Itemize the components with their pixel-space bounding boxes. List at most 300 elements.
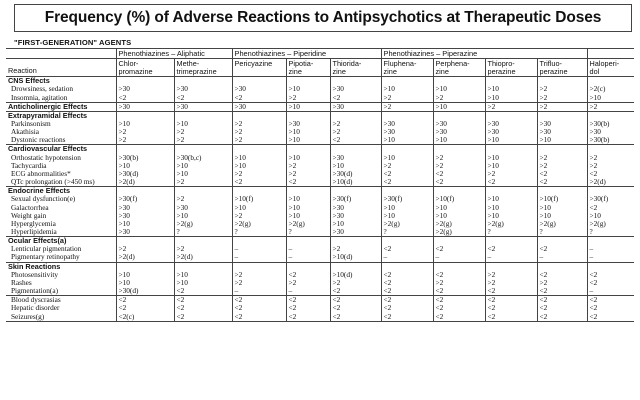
value-cell — [330, 262, 381, 296]
frequency-value: >2 — [539, 84, 548, 94]
frequency-value: >2 — [539, 277, 548, 287]
frequency-value: >30(f) — [383, 194, 403, 204]
column-header-line: zine — [288, 67, 302, 77]
frequency-value: <2 — [288, 311, 297, 321]
frequency-value: >2 — [383, 160, 392, 170]
value-cell — [286, 262, 330, 296]
frequency-value: >30 — [288, 118, 300, 128]
frequency-value: >30 — [332, 102, 344, 111]
frequency-value: <2 — [234, 295, 243, 305]
frequency-value: <2 — [539, 295, 548, 305]
frequency-value: <2 — [435, 295, 444, 305]
column-header-drug — [116, 59, 174, 77]
value-cell — [433, 262, 485, 296]
frequency-value: >2 — [234, 127, 243, 137]
section-row — [6, 111, 634, 145]
frequency-value: >2 — [234, 277, 243, 287]
frequency-value: <2 — [176, 92, 185, 102]
section-row — [6, 102, 634, 111]
frequency-value: >30(b) — [589, 135, 610, 145]
frequency-value: <2 — [288, 269, 297, 279]
column-header-line: Chlor- — [118, 59, 139, 68]
reaction-label: Hyperglycemia — [11, 218, 56, 228]
value-cell — [286, 296, 330, 321]
frequency-value: >2 — [332, 277, 341, 287]
frequency-value: >2(g) — [383, 218, 400, 228]
value-cell — [381, 102, 433, 111]
section-label: "FIRST-GENERATION" AGENTS — [14, 38, 132, 47]
frequency-value: >10(f) — [234, 194, 254, 204]
table-body — [6, 77, 634, 322]
value-cell — [286, 111, 330, 145]
frequency-value: >10 — [288, 127, 300, 137]
column-header-line: trimeprazine — [176, 67, 217, 77]
value-cell — [116, 262, 174, 296]
reaction-label: Orthostatic hypotension — [11, 152, 81, 162]
frequency-value: <2 — [383, 311, 392, 321]
spacer — [235, 112, 286, 120]
frequency-value: >2 — [234, 210, 243, 220]
frequency-value: >10 — [487, 135, 499, 145]
frequency-value: <2 — [487, 286, 496, 296]
column-header-drug — [286, 59, 330, 77]
frequency-value: ? — [589, 227, 593, 236]
frequency-value: ? — [383, 227, 387, 236]
frequency-value: >30 — [383, 118, 395, 128]
frequency-value: ? — [288, 227, 292, 236]
frequency-value: <2 — [487, 311, 496, 321]
frequency-value: >30(b) — [589, 118, 610, 128]
frequency-value: <2 — [383, 244, 392, 254]
frequency-value: >30(d) — [118, 168, 139, 178]
frequency-value: <2 — [539, 303, 548, 313]
value-cell — [485, 237, 537, 262]
frequency-value: >2 — [539, 92, 548, 102]
value-cell — [537, 102, 587, 111]
frequency-value: <2 — [487, 295, 496, 305]
reaction-label: Sexual dysfunction(e) — [11, 194, 76, 204]
frequency-value: >10 — [176, 277, 188, 287]
value-cell — [433, 77, 485, 102]
frequency-value: <2 — [176, 286, 185, 296]
frequency-value: >10 — [435, 102, 447, 111]
reaction-label: ECG abnormalities* — [11, 168, 71, 178]
value-cell — [232, 187, 286, 237]
value-cell — [330, 77, 381, 102]
frequency-value: >2(g) — [176, 218, 193, 228]
frequency-value: >10 — [435, 84, 447, 94]
frequency-value: <2 — [539, 244, 548, 254]
frequency-value: – — [589, 252, 594, 262]
frequency-value: >2 — [176, 194, 185, 204]
frequency-value: >10 — [234, 152, 246, 162]
frequency-value: <2 — [589, 168, 598, 178]
column-header-drug — [587, 59, 634, 77]
frequency-value: >2 — [589, 152, 598, 162]
frequency-value: – — [234, 244, 239, 254]
reaction-label: Parkinsonism — [11, 118, 51, 128]
column-header-reaction — [6, 59, 116, 77]
value-cell — [286, 237, 330, 262]
value-cell — [537, 296, 587, 321]
frequency-value: >30 — [332, 227, 344, 236]
frequency-value: >10 — [487, 152, 499, 162]
column-header-line: promazine — [118, 67, 153, 77]
column-header-line: zine — [332, 67, 346, 77]
spacer — [177, 237, 232, 245]
page-title: Frequency (%) of Adverse Reactions to Antipsychotics at Therapeutic Doses — [14, 4, 632, 32]
frequency-value: >10 — [383, 135, 395, 145]
value-cell — [537, 145, 587, 187]
frequency-value: >2 — [118, 135, 127, 145]
frequency-value: >10 — [118, 269, 130, 279]
frequency-value: >30 — [332, 152, 344, 162]
frequency-value: <2 — [383, 277, 392, 287]
spacer — [119, 237, 174, 245]
frequency-value: >30 — [487, 118, 499, 128]
frequency-value: – — [288, 252, 293, 262]
value-cell — [381, 296, 433, 321]
frequency-value: >2 — [176, 135, 185, 145]
frequency-value: >2 — [435, 277, 444, 287]
value-cell — [174, 145, 232, 187]
frequency-value: >10 — [383, 210, 395, 220]
column-header-line: zine — [435, 67, 449, 77]
value-cell — [381, 77, 433, 102]
frequency-value: >10(d) — [332, 252, 353, 262]
frequency-value: >10 — [589, 92, 601, 102]
category-label: CNS Effects — [8, 76, 50, 86]
value-cell — [587, 187, 634, 237]
frequency-value: >30 — [176, 84, 188, 94]
frequency-value: <2 — [383, 286, 392, 296]
value-cell — [116, 296, 174, 321]
value-cell — [232, 296, 286, 321]
frequency-value: – — [487, 252, 492, 262]
frequency-value: >10 — [118, 218, 130, 228]
frequency-value: >2(d) — [176, 252, 193, 262]
frequency-value: <2 — [435, 168, 444, 178]
frequency-value: >2 — [118, 127, 127, 137]
group-empty — [6, 49, 116, 59]
section-row — [6, 237, 634, 262]
frequency-value: ? — [234, 227, 238, 236]
frequency-value: >30(b,c) — [176, 152, 202, 162]
frequency-value: >2 — [435, 152, 444, 162]
frequency-value: <2 — [176, 311, 185, 321]
frequency-value: >2(c) — [589, 84, 606, 94]
value-cell — [381, 111, 433, 145]
value-cell — [485, 77, 537, 102]
frequency-value: >2 — [176, 127, 185, 137]
reaction-label: Pigmentary retinopathy — [11, 252, 80, 262]
group-piperidine: Phenothiazines – Piperidine — [232, 49, 381, 59]
group-aliphatic: Phenothiazines – Aliphatic — [116, 49, 232, 59]
value-cell — [587, 102, 634, 111]
frequency-value: >10 — [288, 84, 300, 94]
frequency-value: <2 — [487, 303, 496, 313]
value-cell — [174, 77, 232, 102]
reaction-label: Dystonic reactions — [11, 135, 66, 145]
column-header-line: Perphena- — [435, 59, 470, 68]
frequency-value: <2 — [589, 295, 598, 305]
reaction-label: Blood dyscrasias — [11, 295, 61, 305]
frequency-value: >10 — [487, 84, 499, 94]
frequency-value: <2 — [589, 277, 598, 287]
frequency-value: >10 — [118, 160, 130, 170]
frequency-value: ? — [176, 227, 180, 236]
frequency-value: >30(f) — [332, 194, 352, 204]
value-cell — [381, 262, 433, 296]
group-header-row — [6, 49, 634, 59]
column-header-line: Pericyazine — [234, 59, 273, 68]
value-cell — [537, 111, 587, 145]
value-cell — [485, 296, 537, 321]
reaction-cell — [6, 237, 116, 262]
value-cell — [286, 77, 330, 102]
value-cell — [232, 145, 286, 187]
column-header-line: Reaction — [8, 66, 37, 76]
reaction-label: QTc prolongation (>450 ms) — [11, 177, 95, 187]
value-cell — [433, 237, 485, 262]
frequency-value: >30 — [332, 84, 344, 94]
frequency-value: >10 — [383, 202, 395, 212]
column-header-drug — [174, 59, 232, 77]
spacer — [590, 237, 635, 245]
column-header-line: Methe- — [176, 59, 200, 68]
frequency-value: – — [288, 286, 293, 296]
section-row — [6, 77, 634, 102]
value-cell — [587, 77, 634, 102]
frequency-value: >30 — [539, 127, 551, 137]
column-header-drug — [232, 59, 286, 77]
frequency-value: >10(d) — [332, 269, 353, 279]
value-cell — [381, 237, 433, 262]
frequency-value: – — [589, 286, 594, 296]
frequency-value: >10 — [435, 210, 447, 220]
frequency-value: >30(d) — [332, 168, 353, 178]
reaction-label: Seizures(g) — [11, 311, 45, 321]
frequency-value: >2 — [539, 152, 548, 162]
frequency-value: <2 — [234, 177, 243, 187]
frequency-value: – — [288, 244, 293, 254]
frequency-value: – — [539, 252, 544, 262]
frequency-value: >10 — [539, 202, 551, 212]
value-cell — [433, 102, 485, 111]
value-cell — [174, 296, 232, 321]
frequency-value: >2 — [176, 244, 185, 254]
frequency-value: <2 — [435, 303, 444, 313]
frequency-value: >2 — [118, 244, 127, 254]
column-header-line: Thiorida- — [332, 59, 362, 68]
reaction-cell — [6, 187, 116, 237]
value-cell — [232, 77, 286, 102]
frequency-value: – — [589, 244, 594, 254]
frequency-value: <2 — [234, 92, 243, 102]
column-header-line: Trifluo- — [539, 59, 562, 68]
frequency-value: >2 — [589, 102, 598, 111]
frequency-value: >10 — [487, 210, 499, 220]
frequency-value: >10(d) — [332, 177, 353, 187]
column-header-drug — [433, 59, 485, 77]
frequency-value: >10 — [118, 277, 130, 287]
frequency-value: >2(g) — [435, 227, 452, 236]
frequency-value: >10 — [539, 210, 551, 220]
section-row — [6, 262, 634, 296]
frequency-value: >2 — [435, 92, 444, 102]
group-other — [587, 49, 634, 59]
frequency-value: >2(g) — [288, 218, 305, 228]
group-piperazine: Phenothiazines – Piperazine — [381, 49, 587, 59]
value-cell — [433, 111, 485, 145]
frequency-value: <2 — [332, 295, 341, 305]
frequency-value: >30 — [383, 127, 395, 137]
value-cell — [485, 187, 537, 237]
value-cell — [330, 296, 381, 321]
frequency-value: >2(d) — [118, 177, 135, 187]
value-cell — [330, 145, 381, 187]
frequency-value: <2 — [383, 269, 392, 279]
reaction-cell — [6, 145, 116, 187]
frequency-value: <2 — [435, 269, 444, 279]
column-header-line: Thiopro- — [487, 59, 515, 68]
frequency-value: >10 — [176, 168, 188, 178]
frequency-value: >10 — [539, 135, 551, 145]
frequency-value: >2 — [288, 168, 297, 178]
frequency-value: >2 — [383, 92, 392, 102]
frequency-value: >10 — [288, 152, 300, 162]
frequency-value: >10(f) — [435, 194, 455, 204]
frequency-value: >10 — [487, 202, 499, 212]
frequency-value: <2 — [176, 295, 185, 305]
reaction-label: Hepatic disorder — [11, 303, 60, 313]
frequency-value: >30(b) — [118, 152, 139, 162]
frequency-value: >10 — [288, 102, 300, 111]
frequency-value: >2 — [589, 160, 598, 170]
value-cell — [286, 187, 330, 237]
frequency-value: >30 — [589, 127, 601, 137]
frequency-value: >2 — [487, 277, 496, 287]
column-header-drug — [537, 59, 587, 77]
frequency-value: >30(f) — [589, 194, 609, 204]
value-cell — [174, 237, 232, 262]
value-cell — [485, 145, 537, 187]
frequency-value: <2 — [383, 295, 392, 305]
value-cell — [537, 237, 587, 262]
frequency-value: >2(g) — [539, 218, 556, 228]
reaction-cell — [6, 77, 116, 102]
frequency-value: <2 — [383, 168, 392, 178]
value-cell — [174, 111, 232, 145]
frequency-value: >10 — [176, 210, 188, 220]
column-header-line: perazine — [539, 67, 568, 77]
frequency-value: <2 — [118, 303, 127, 313]
section-row — [6, 145, 634, 187]
value-cell — [116, 77, 174, 102]
value-cell — [537, 187, 587, 237]
frequency-value: >2 — [539, 102, 548, 111]
spacer — [289, 237, 330, 245]
frequency-value: – — [234, 252, 239, 262]
frequency-value: <2 — [589, 303, 598, 313]
frequency-value: >2 — [435, 160, 444, 170]
frequency-value: <2 — [589, 311, 598, 321]
frequency-value: >2 — [539, 160, 548, 170]
frequency-value: >10(f) — [539, 194, 559, 204]
frequency-value: – — [435, 252, 440, 262]
frequency-value: >2 — [487, 168, 496, 178]
reaction-label: Drowsiness, sedation — [11, 84, 74, 94]
frequency-value: <2 — [332, 311, 341, 321]
value-cell — [485, 111, 537, 145]
frequency-value: >10 — [435, 202, 447, 212]
value-cell — [587, 145, 634, 187]
frequency-value: >30(f) — [118, 194, 138, 204]
frequency-value: >30 — [118, 84, 130, 94]
spacer — [177, 187, 232, 195]
value-cell — [537, 77, 587, 102]
value-cell — [330, 237, 381, 262]
reaction-label: Insomnia, agitation — [11, 92, 68, 102]
frequency-value: >30 — [539, 118, 551, 128]
spacer — [235, 237, 286, 245]
frequency-value: <2 — [539, 168, 548, 178]
frequency-value: <2 — [539, 311, 548, 321]
value-cell — [116, 111, 174, 145]
reaction-label: Weight gain — [11, 210, 47, 220]
frequency-value: ? — [487, 227, 491, 236]
frequency-value: >2 — [234, 269, 243, 279]
frequency-value: <2 — [176, 303, 185, 313]
reaction-label: Lenticular pigmentation — [11, 244, 82, 254]
frequency-value: <2 — [539, 177, 548, 187]
frequency-value: >2 — [487, 269, 496, 279]
frequency-value: >10 — [176, 118, 188, 128]
frequency-value: >2 — [332, 127, 341, 137]
reaction-cell — [6, 296, 116, 321]
frequency-value: >2 — [234, 118, 243, 128]
frequency-value: >30 — [487, 127, 499, 137]
frequency-value: >10 — [332, 218, 344, 228]
value-cell — [381, 187, 433, 237]
frequency-value: >10 — [383, 84, 395, 94]
value-cell — [381, 145, 433, 187]
frequency-value: <2 — [332, 135, 341, 145]
frequency-value: <2 — [383, 303, 392, 313]
value-cell — [587, 111, 634, 145]
reaction-label: Tachycardia — [11, 160, 47, 170]
value-cell — [433, 187, 485, 237]
column-header-drug — [485, 59, 537, 77]
frequency-value: >30 — [234, 102, 246, 111]
value-cell — [330, 187, 381, 237]
frequency-value: <2 — [539, 286, 548, 296]
reaction-label: Pigmentation(a) — [11, 286, 59, 296]
reaction-cell — [6, 102, 116, 111]
value-cell — [286, 102, 330, 111]
frequency-value: >30 — [176, 102, 188, 111]
frequency-value: ? — [539, 227, 543, 236]
frequency-value: >30 — [118, 102, 130, 111]
category-label: Ocular Effects(a) — [8, 236, 67, 246]
value-cell — [232, 237, 286, 262]
value-cell — [286, 145, 330, 187]
frequency-value: <2 — [118, 92, 127, 102]
frequency-value: >2 — [332, 118, 341, 128]
frequency-value: – — [234, 286, 239, 296]
frequency-value: >30(d) — [118, 286, 139, 296]
frequency-value: >10 — [234, 160, 246, 170]
